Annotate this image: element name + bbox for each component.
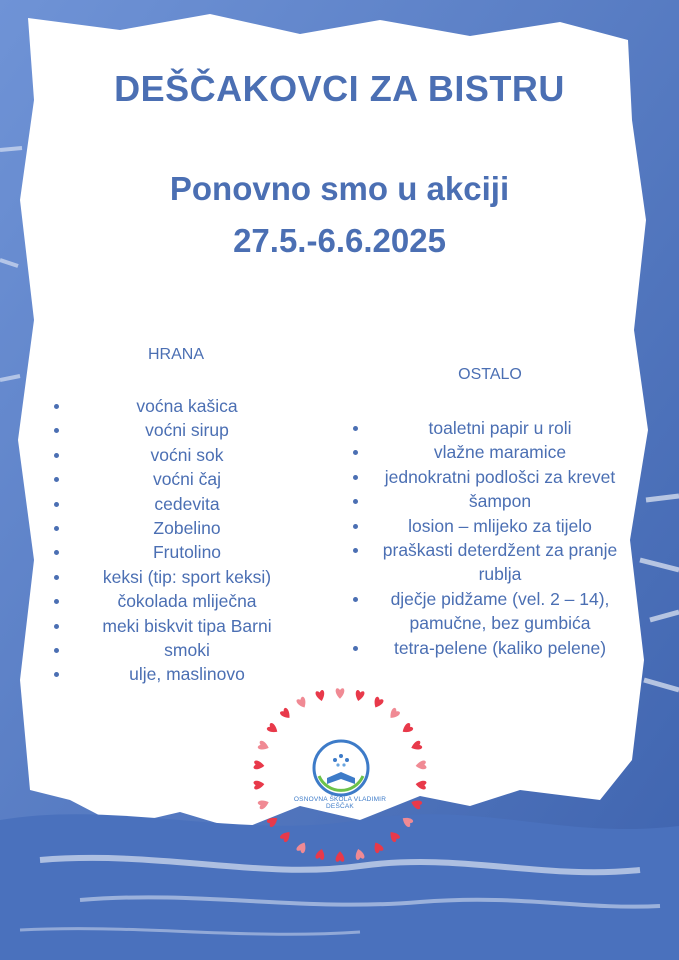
school-name: OSNOVNA ŠKOLA VLADIMIR DEŠČAK <box>293 796 387 810</box>
food-heading: HRANA <box>147 346 204 363</box>
page-title: DEŠČAKOVCI ZA BISTRU <box>114 68 565 109</box>
list-item: Frutolino <box>40 540 312 564</box>
subtitle-action: Ponovno smo u akciji <box>169 170 510 207</box>
list-item: tetra-pelene (kaliko pelene) <box>340 636 640 660</box>
list-item: keksi (tip: sport keksi) <box>40 565 312 589</box>
list-item: voćna kašica <box>40 394 312 418</box>
other-heading: OSTALO <box>458 366 522 383</box>
list-item: losion – mlijeko za tijelo <box>340 514 640 538</box>
list-item: ulje, maslinovo <box>40 662 312 686</box>
heart-icon <box>354 690 365 702</box>
heart-icon <box>266 722 280 735</box>
subtitle-dates: 27.5.-6.6.2025 <box>233 222 446 259</box>
other-list <box>340 416 640 660</box>
heart-icon <box>415 760 427 770</box>
heart-icon <box>400 815 414 828</box>
list-item: dječje pidžame (vel. 2 – 14), pamučne, bez gumbića <box>340 587 640 636</box>
list-item: jednokratni podlošci za krevet <box>340 465 640 489</box>
heart-icon <box>415 780 427 790</box>
heart-icon <box>315 690 326 702</box>
food-column <box>40 346 312 687</box>
other-column <box>340 366 640 660</box>
list-item: šampon <box>340 489 640 513</box>
heart-icon <box>296 696 309 709</box>
list-item: meki biskvit tipa Barni <box>40 614 312 638</box>
heart-icon <box>279 707 292 721</box>
list-item: cedevita <box>40 492 312 516</box>
heart-icon <box>253 760 265 770</box>
open-book-icon <box>311 738 371 798</box>
list-item: voćni čaj <box>40 467 312 491</box>
list-item: Zobelino <box>40 516 312 540</box>
heart-icon <box>372 840 385 853</box>
heart-icon <box>372 696 385 709</box>
heart-icon <box>336 851 345 862</box>
heart-icon <box>336 688 345 699</box>
list-item: smoki <box>40 638 312 662</box>
heart-icon <box>257 798 270 810</box>
heart-icon <box>410 740 423 752</box>
food-list <box>40 394 312 687</box>
list-item: čokolada mliječna <box>40 589 312 613</box>
heart-icon <box>400 722 414 735</box>
heart-icon <box>410 798 423 810</box>
heart-icon <box>266 815 280 828</box>
heart-icon <box>279 829 292 843</box>
heart-icon <box>296 840 309 853</box>
list-item: toaletni papir u roli <box>340 416 640 440</box>
heart-icon <box>354 848 365 860</box>
heart-icon <box>387 829 400 843</box>
heart-icon <box>387 707 400 721</box>
list-item: voćni sirup <box>40 418 312 442</box>
list-item: voćni sok <box>40 443 312 467</box>
heart-icon <box>253 780 265 790</box>
list-item: vlažne maramice <box>340 440 640 464</box>
heart-icon <box>315 848 326 860</box>
heart-icon <box>257 740 270 752</box>
list-item: praškasti deterdžent za pranje rublja <box>340 538 640 587</box>
